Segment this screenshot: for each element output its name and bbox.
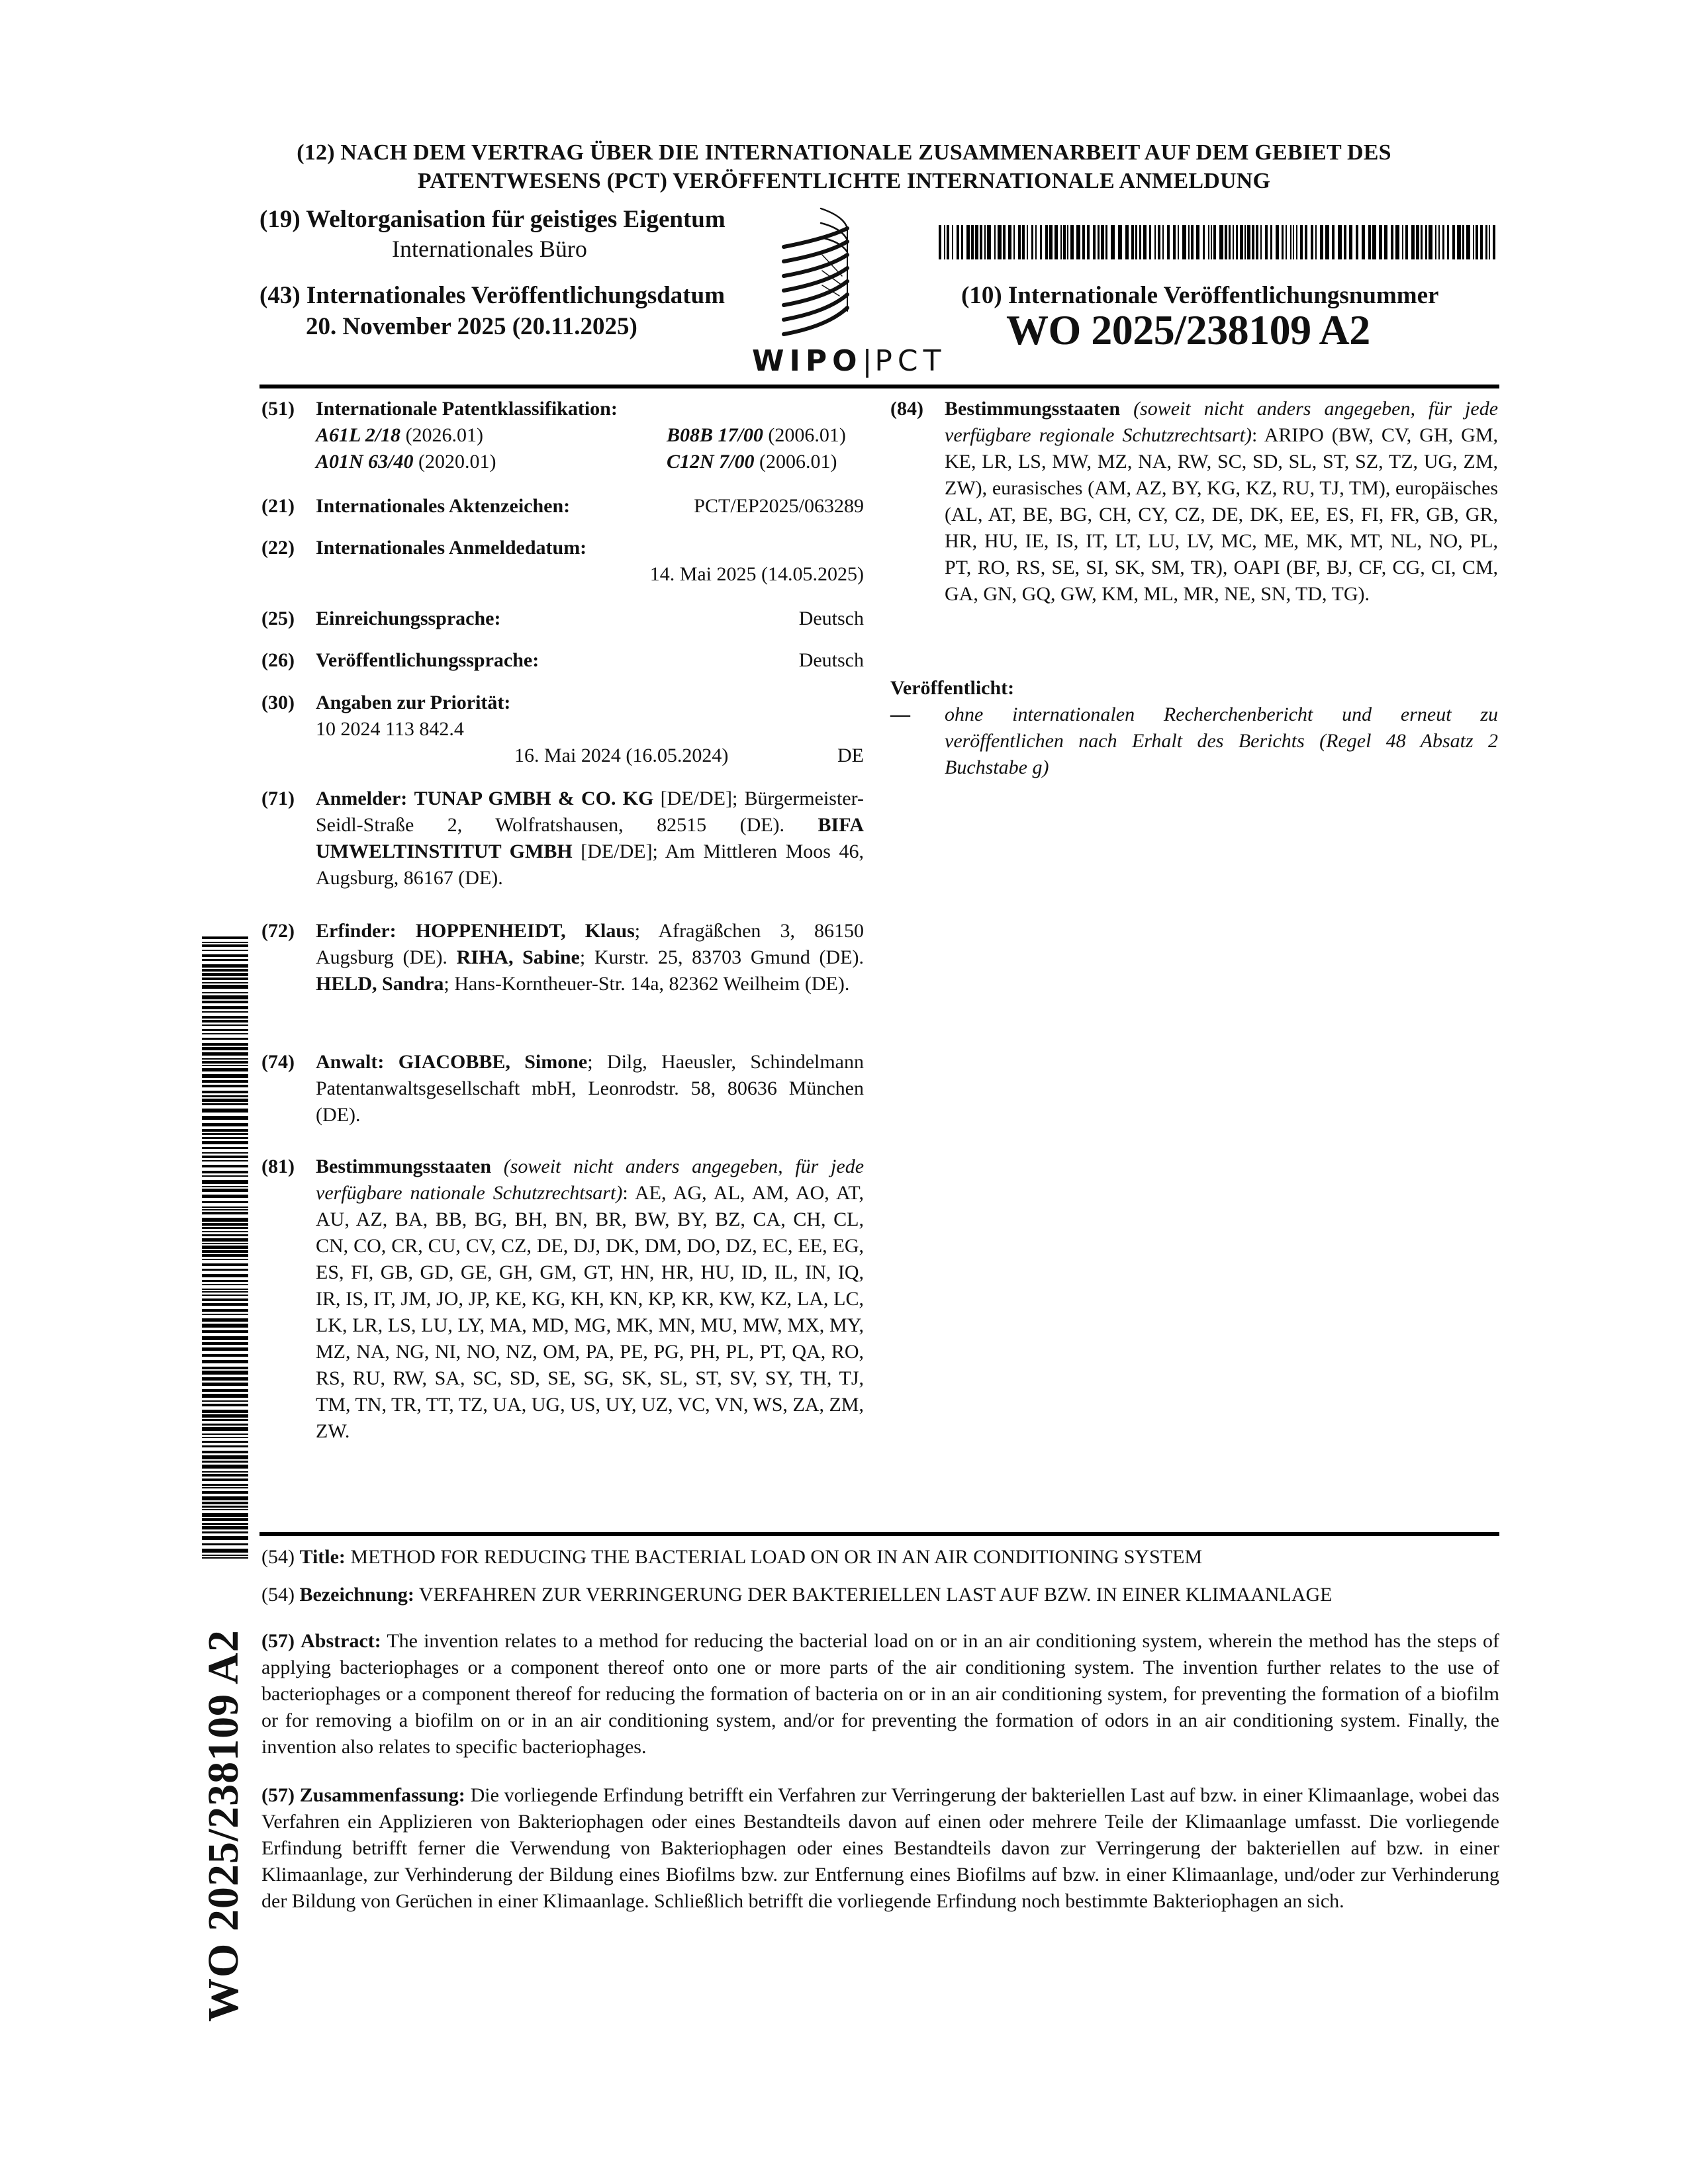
header-divider (259, 385, 1499, 388)
section-label: Bestimmungsstaaten (316, 1156, 492, 1177)
published-note: ohne internationalen Recherchenbericht und erneut zu veröffentlichen nach Erhalt des Berichts (Regel 48 Absatz 2 Buchstabe g) (945, 704, 1498, 778)
applicant-name: BIFA UMWELTINSTITUT GMBH (316, 814, 864, 862)
publication-barcode (939, 225, 1498, 259)
section-label: Anwalt: (316, 1051, 385, 1073)
section-code: (71) (261, 788, 295, 809)
title-value: VERFAHREN ZUR VERRINGERUNG DER BAKTERIELLEN LAST AUF BZW. IN EINER KLIMAANLAGE (418, 1584, 1333, 1606)
publication-date-label-line (259, 281, 763, 310)
section-code: (57) (261, 1784, 295, 1806)
inventor-name: RIHA, Sabine (456, 946, 580, 968)
section-label: Angaben zur Priorität: (316, 692, 511, 713)
organization-name-line (259, 205, 749, 234)
ipc-code: C12N 7/00 (667, 451, 755, 473)
section-code: (54) (261, 1584, 295, 1606)
inventor-address: ; Kurstr. 25, 83703 Gmund (DE). (579, 946, 864, 968)
regional-states-list: ARIPO (BW, CV, GH, GM, KE, LR, LS, MW, MZ, NA, RW, SC, SD, SL, ST, SZ, TZ, UG, ZM, ZW), eurasisches (AM, AZ, BY, KG, KZ, RU, TJ, TM), europäisches (AL, AT, BE, BG, CH, CY, CZ, DE, DK, EE, ES, FI, FR, GB, GR, HR, HU, IE, IS, IT, LT, LU, LV, MC, ME, MK, MT, NL, NO, PL, PT, RO, RS, SE, SI, SK, SM, TR), OAPI (BF, BJ, CF, CG, CI, CM, GA, GN, GQ, GW, KM, ML, MR, NE, SN, TD, TG). (945, 424, 1498, 605)
applicant-address: [DE/DE]; Am Mittleren Moos 46, Augsburg, 86167 (DE). (316, 841, 864, 889)
section-code: (30) (261, 692, 295, 713)
section-label: Internationales Aktenzeichen: (316, 495, 571, 517)
organization-subtitle: Internationales Büro (392, 236, 587, 262)
abstract-english (261, 1628, 1499, 1760)
section-30-priority (261, 690, 864, 772)
section-code: (21) (261, 495, 295, 517)
section-code: (26) (261, 649, 295, 671)
doc-header-line-2: PATENTWESENS (PCT) VERÖFFENTLICHTE INTERNATIONALE ANMELDUNG (417, 169, 1271, 193)
publication-language: Deutsch (798, 649, 864, 671)
dash-bullet-icon: — (890, 704, 910, 725)
ipc-version: (2006.01) (768, 424, 846, 446)
wordmark-separator: | (862, 344, 875, 378)
classification-row (316, 422, 864, 449)
published-heading: Veröffentlicht: (890, 677, 1015, 699)
publication-number: WO 2025/238109 A2 (1006, 306, 1370, 353)
vertical-publication-number: WO 2025/238109 A2 (199, 1629, 248, 2022)
inventor-address: ; Hans-Korntheuer-Str. 14a, 82362 Weilheim (DE). (444, 973, 850, 995)
section-code: (22) (261, 537, 295, 559)
publication-date-value: 20. November 2025 (20.11.2025) (306, 313, 637, 340)
section-label: Internationale Patentklassifikation: (316, 398, 618, 420)
section-label: Einreichungssprache: (316, 608, 501, 629)
organization-block (259, 205, 749, 263)
section-note: (soweit nicht anders angegeben, für jede verfügbare nationale Schutzrechtsart) (316, 1156, 865, 1204)
section-code: (57) (261, 1630, 295, 1652)
ipc-code: A01N 63/40 (316, 451, 414, 473)
section-label: Zusammenfassung: (299, 1784, 465, 1806)
section-label: Abstract: (301, 1630, 381, 1652)
ipc-version: (2026.01) (405, 424, 484, 446)
publication-date-label: Internationales Veröffentlichungsdatum (306, 282, 726, 309)
inventor-name: HOPPENHEIDT, Klaus (415, 920, 635, 942)
abstract-text: The invention relates to a method for reducing the bacterial load on or in an air conditioning system, wherein the method has the steps of applying bacteriophages or a component thereof onto one or more parts of the air conditioning system. The invention further relates to the use of bacteriophages or a component thereof for reducing the formation of bacteria on or in an air conditioning system, for preventing the formation of a biofilm or for removing a biofilm on or in an air conditioning system, and/or for preventing the formation of odors in an air conditioning system. Finally, the invention also relates to specific bacteriophages. (261, 1630, 1500, 1758)
section-code: (72) (261, 920, 295, 942)
applicant-address: [DE/DE]; Bürgermeister-Seidl-Straße 2, Wolfratshausen, 82515 (DE). (316, 788, 864, 836)
publication-date-block (259, 281, 763, 341)
abstract-divider (259, 1532, 1499, 1536)
title-english (261, 1544, 1499, 1570)
published-status (890, 675, 1498, 781)
agent-name: GIACOBBE, Simone (398, 1051, 588, 1073)
organization-name: Weltorganisation für geistiges Eigentum (306, 206, 726, 233)
section-label: Internationales Anmeldedatum: (316, 537, 587, 559)
priority-country: DE (837, 745, 864, 766)
section-label: Title: (299, 1546, 346, 1568)
ipc-version: (2006.01) (759, 451, 837, 473)
section-code: (81) (261, 1156, 295, 1177)
section-label: Bestimmungsstaaten (945, 398, 1121, 420)
section-code: (25) (261, 608, 295, 629)
section-code: (84) (890, 398, 923, 420)
publication-date-code: (43) (259, 282, 301, 309)
section-label: Erfinder: (316, 920, 397, 942)
title-value: METHOD FOR REDUCING THE BACTERIAL LOAD ON OR IN AN AIR CONDITIONING SYSTEM (350, 1546, 1203, 1568)
priority-date: 16. Mai 2024 (16.05.2024) (514, 745, 729, 766)
section-note: (soweit nicht anders angegeben, für jede verfügbare regionale Schutzrechtsart) (945, 398, 1499, 446)
wipo-wordmark: WIPO (752, 344, 863, 378)
publication-number-code: (10) (961, 282, 1002, 309)
ipc-code: A61L 2/18 (316, 424, 401, 446)
section-22-filing-date (261, 535, 864, 594)
classification-row (316, 449, 864, 475)
organization-code: (19) (259, 206, 301, 233)
inventor-address: ; Afragäßchen 3, 86150 Augsburg (DE). (316, 920, 864, 968)
ipc-code: B08B 17/00 (667, 424, 763, 446)
section-label: Bezeichnung: (299, 1584, 414, 1606)
ipc-version: (2020.01) (418, 451, 496, 473)
section-label: Anmelder: (316, 788, 408, 809)
publication-number-label: Internationale Veröffentlichungsnummer (1008, 282, 1439, 309)
agent-address: ; Dilg, Haeusler, Schindelmann Patentanwaltsgesellschaft mbH, Leonrodstr. 58, 80636 München (DE). (316, 1051, 864, 1126)
wipo-pct-wordmark (752, 344, 947, 378)
application-number: PCT/EP2025/063289 (694, 495, 864, 517)
applicant-name: TUNAP GMBH & CO. KG (414, 788, 654, 809)
section-label: Veröffentlichungssprache: (316, 649, 539, 671)
wipo-globe-logo-icon (781, 202, 861, 347)
priority-number: 10 2024 113 842.4 (316, 718, 464, 740)
abstract-text: Die vorliegende Erfindung betrifft ein Verfahren zur Verringerung der bakteriellen Last auf bzw. in einer Klimaanlage, wobei das Verfahren ein Applizieren von Bakteriophagen oder eines Bestandteils davon auf einen oder mehrere Teile der Klimaanlage umfasst. Die vorliegende Erfindung betrifft ferner die Verwendung von Bakteriophagen oder eines Bestandteils davon zur Verringerung der bakteriellen auf bzw. in einer Klimaanlage, zur Verhinderung der Bildung eines Biofilms bzw. zur Entfernung eines Biofilms auf bzw. in einer Klimaanlage, und/oder zur Verhinderung der Bildung von Gerüchen in einer Klimaanlage. Schließlich betrifft die vorliegende Erfindung noch bestimmte Bakteriophagen an sich. (261, 1784, 1500, 1912)
section-code: (74) (261, 1051, 295, 1073)
title-german (261, 1582, 1499, 1608)
filing-language: Deutsch (798, 608, 864, 629)
pct-wordmark: PCT (874, 344, 947, 378)
abstract-german (261, 1782, 1499, 1915)
filing-date: 14. Mai 2025 (14.05.2025) (649, 563, 864, 585)
section-code: (51) (261, 398, 295, 420)
side-barcode (202, 936, 248, 1562)
section-code: (54) (261, 1546, 295, 1568)
national-states-list: AE, AG, AL, AM, AO, AT, AU, AZ, BA, BB, BG, BH, BN, BR, BW, BY, BZ, CA, CH, CL, CN, CO, CR, CU, CV, CZ, DE, DJ, DK, DM, DO, DZ, EC, EE, EG, ES, FI, GB, GD, GE, GH, GM, GT, HN, HR, HU, ID, IL, IN, IQ, IR, IS, IT, JM, JO, JP, KE, KG, KH, KN, KP, KR, KW, KZ, LA, LC, LK, LR, LS, LU, LY, MA, MD, MG, MK, MN, MU, MW, MX, MY, MZ, NA, NG, NI, NO, NZ, OM, PA, PE, PG, PH, PL, PT, QA, RO, RS, RU, RW, SA, SC, SD, SE, SG, SK, SL, ST, SV, SY, TH, TJ, TM, TN, TR, TT, TZ, UA, UG, US, UY, UZ, VC, VN, WS, ZA, ZM, ZW. (316, 1182, 864, 1442)
inventor-name: HELD, Sandra (316, 973, 444, 995)
doc-header-line-1: (12) NACH DEM VERTRAG ÜBER DIE INTERNATIONALE ZUSAMMENARBEIT AUF DEM GEBIET DES (297, 140, 1391, 165)
